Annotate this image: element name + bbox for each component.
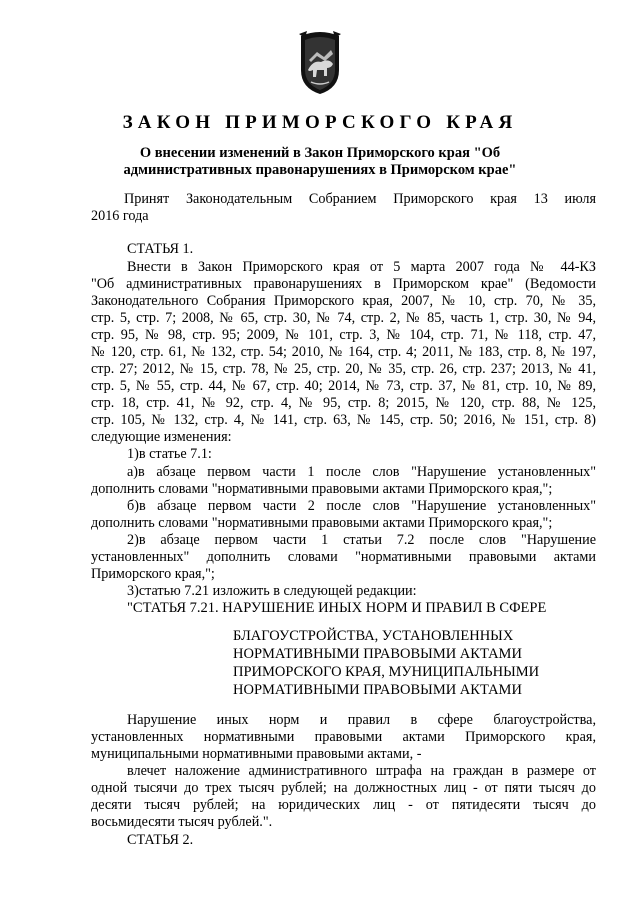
text-line: муниципальными нормативными правовыми актами, - [91,746,422,762]
text-line: стр. 18, стр. 41, № 92, стр. 4, № 95, стр. 8; 2015, № 120, стр. 88, № 125, [91,395,596,411]
text-line: дополнить словами "нормативными правовыми актами Приморского края,"; [91,515,553,531]
article-heading: СТАТЬЯ 2. [127,832,194,848]
text-line: 1)в статье 7.1: [127,446,212,462]
law-subtitle [110,145,530,179]
text-line: восьмидесяти тысяч рублей.". [91,814,273,830]
text-line: № 120, стр. 61, № 132, стр. 54; 2010, № 164, стр. 4; 2011, № 183, стр. 8, № 197, [91,344,596,360]
text-line: "Об административных правонарушениях в Приморском крае" (Ведомости [91,276,596,292]
subtitle-line: административных правонарушениях в Приморском крае" [123,162,517,178]
text-line: одной тысячи до трех тысяч рублей; на должностных лиц - от пяти тысяч до [91,780,596,796]
text-line: Законодательного Собрания Приморского края, 2007, № 10, стр. 70, № 35, [91,293,596,309]
text-line: дополнить словами "нормативными правовыми актами Приморского края,"; [91,481,553,497]
text-line: 2016 года [91,208,149,224]
text-line: 3)статью 7.21 изложить в следующей редакции: [127,583,417,599]
text-line: установленных нормативными правовыми актами Приморского края, [91,729,596,745]
article-heading: СТАТЬЯ 1. [127,241,194,257]
text-line: стр. 27; 2012, № 15, стр. 78, № 25, стр. 20, № 35, стр. 26, стр. 237; 2013, № 41, [91,361,596,377]
article-7-21-heading-line: ПРИМОРСКОГО КРАЯ, МУНИЦИПАЛЬНЫМИ [233,664,540,680]
text-line: Нарушение иных норм и правил в сфере благоустройства, [127,712,596,728]
coat-of-arms-icon [297,30,343,96]
text-line: стр. 5, № 55, стр. 44, № 67, стр. 40; 2014, № 73, стр. 37, № 81, стр. 10, № 89, [91,378,596,394]
text-line: установленных" дополнить словами "нормативными правовыми актами [91,549,596,565]
text-line: б)в абзаце первом части 2 после слов "Нарушение установленных" [127,498,596,514]
text-line: стр. 95, № 98, стр. 95; 2009, № 101, стр. 3, № 104, стр. 71, № 118, стр. 47, [91,327,596,343]
text-line: 2)в абзаце первом части 1 статьи 7.2 после слов "Нарушение [127,532,596,548]
text-line: а)в абзаце первом части 1 после слов "Нарушение установленных" [127,464,596,480]
text-line: влечет наложение административного штрафа на граждан в размере от [127,763,596,779]
text-line: Принят Законодательным Собранием Приморского края 13 июля [124,191,596,207]
text-line: десяти тысяч рублей; на юридических лиц - от пятидесяти тысяч до [91,797,596,813]
text-line: следующие изменения: [91,429,232,445]
text-line: стр. 5, стр. 7; 2008, № 65, стр. 30, № 74, стр. 2, № 85, часть 1, стр. 30, № 94, [91,310,596,326]
text-line: Приморского края,"; [91,566,215,582]
subtitle-line: О внесении изменений в Закон Приморского края "Об [139,145,501,161]
article-7-21-heading-line: НОРМАТИВНЫМИ ПРАВОВЫМИ АКТАМИ [233,646,522,662]
article-7-21-heading-line: БЛАГОУСТРОЙСТВА, УСТАНОВЛЕННЫХ [233,628,514,644]
text-line: стр. 105, № 132, стр. 4, № 141, стр. 63, № 145, стр. 50; 2016, № 151, стр. 8) [91,412,596,428]
article-7-21-heading-line: НОРМАТИВНЫМИ ПРАВОВЫМИ АКТАМИ [233,682,522,698]
article-7-21-heading: "СТАТЬЯ 7.21. НАРУШЕНИЕ ИНЫХ НОРМ И ПРАВИЛ В СФЕРЕ [127,600,547,616]
law-title: ЗАКОН ПРИМОРСКОГО КРАЯ [122,112,518,133]
text-line: Внести в Закон Приморского края от 5 марта 2007 года № 44-КЗ [127,259,596,275]
